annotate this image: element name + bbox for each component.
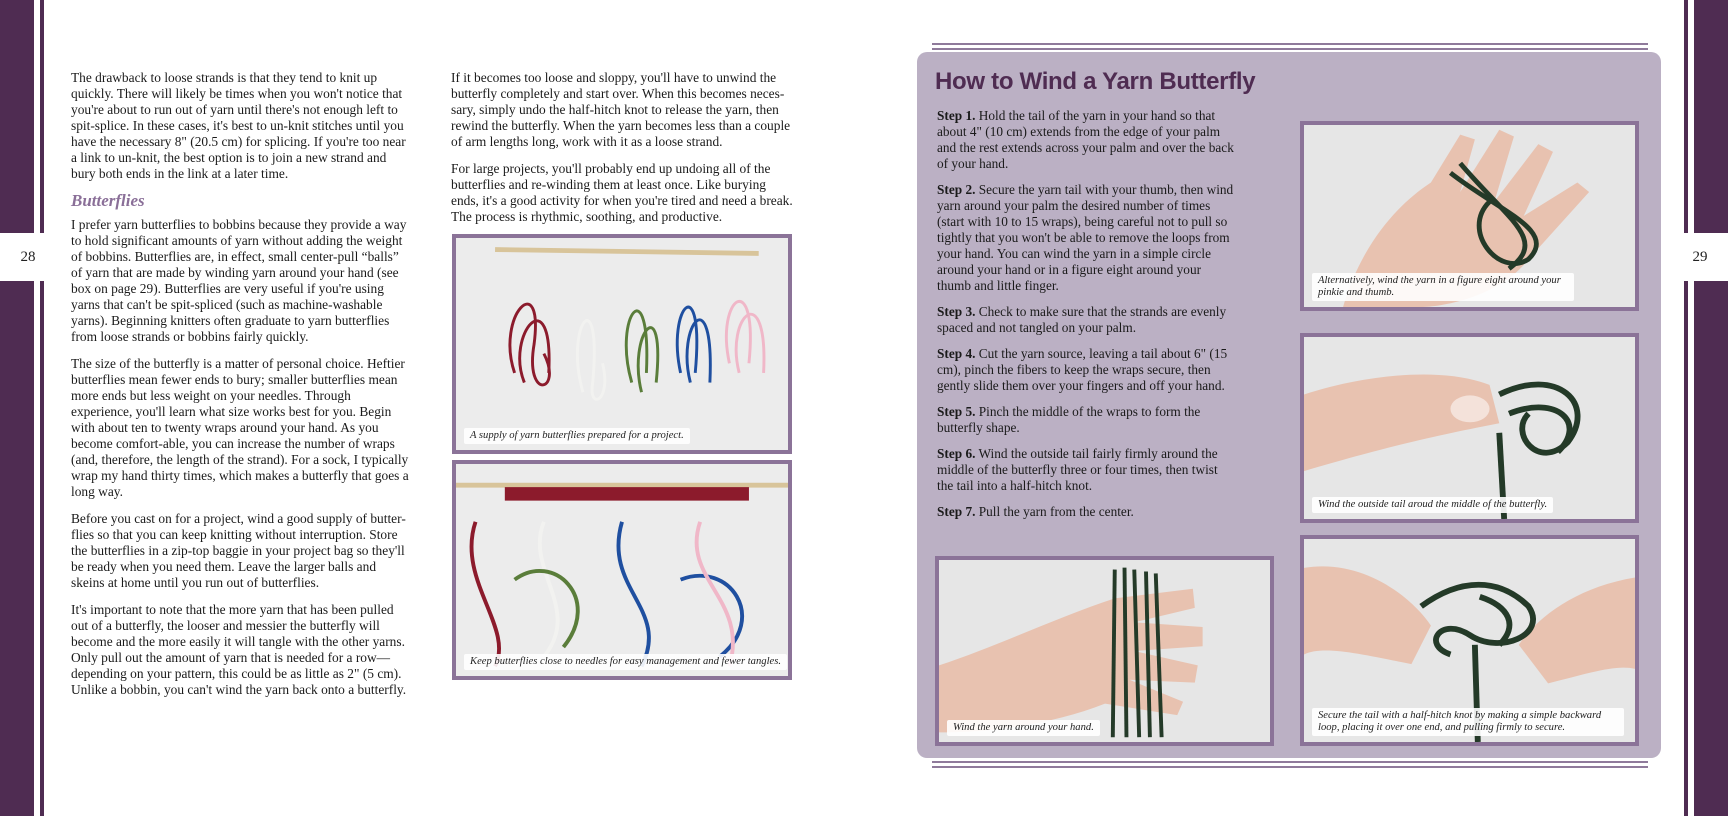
photo-figure-eight — [1300, 121, 1639, 311]
step-label: Step 7. — [937, 504, 976, 519]
bottom-rule — [932, 761, 1648, 763]
step-text: Check to make sure that the strands are evenly spaced and not tangled on your palm. — [937, 304, 1227, 335]
step-text: Pull the yarn from the center. — [978, 504, 1134, 519]
photo-butterflies-on-needle — [452, 460, 792, 680]
paragraph: The size of the butterfly is a matter of personal choice. Heftier butterflies mean fewer ends to bury; smaller butterflies mean more ends but less weight on your needles. Through experience, you'll learn what size works best for you. Begin with about ten to twenty wraps around your hand. As you become comfort-able, you can increase the number of wraps (and, therefore, the length of the strand). For a sock, I typically wrap my hand thirty times, which makes a butterfly that goes a long way. — [71, 356, 409, 499]
photo-wind-hand — [935, 556, 1274, 746]
step-text: Pinch the middle of the wraps to form the butterfly shape. — [937, 404, 1201, 435]
step-item — [937, 108, 1237, 172]
paragraph: For large projects, you'll probably end up undoing all of the butterflies and re-winding them at least once. Like burying ends, it's a good activity for when you're tired and need a break. The process is rhythmic, soothing, and productive. — [451, 161, 793, 224]
step-label: Step 2. — [937, 182, 976, 197]
step-text: Wind the outside tail fairly firmly around the middle of the butterfly three or four times, then twist the tail into a half-hitch knot. — [937, 446, 1218, 493]
sidebar-title: How to Wind a Yarn Butterfly — [935, 68, 1256, 95]
photo-caption: Secure the tail with a half-hitch knot by making a simple backward loop, placing it over one end, and pulling firmly to secure. — [1312, 708, 1624, 736]
paragraph: Before you cast on for a project, wind a good supply of butter-flies so that you can keep knitting without interruption. Store the butterflies in a zip-top baggie in your project bag so they'll be ready when you need them. Leave the larger balls and skeins at home until you run out of butterflies. — [71, 511, 406, 590]
step-label: Step 1. — [937, 108, 976, 123]
step-text: Hold the tail of the yarn in your hand so that about 4" (10 cm) extends from the edge of your palm and the rest extends across your palm and over the back of your hand. — [937, 108, 1234, 171]
paragraph: If it becomes too loose and sloppy, you'll have to unwind the butterfly completely and start over. When this becomes neces-sary, simply undo the half-hitch knot to release the yarn, then rewind the butterfly. When the yarn becomes less than a couple of arm lengths long, work with it as a loose strand. — [451, 70, 791, 149]
hand-wind-tail-image — [1304, 337, 1635, 519]
top-rule — [932, 48, 1648, 50]
photo-wind-tail — [1300, 333, 1639, 523]
knitting-needle-image — [456, 464, 788, 676]
bottom-rule — [932, 766, 1648, 768]
step-item — [937, 182, 1237, 294]
photo-caption: A supply of yarn butterflies prepared for a project. — [464, 428, 690, 444]
left-edge-line — [40, 0, 44, 816]
photo-caption: Alternatively, wind the yarn in a figure eight around your pinkie and thumb. — [1312, 273, 1574, 301]
right-edge-line — [1684, 0, 1688, 816]
top-rule — [932, 43, 1648, 45]
step-text: Secure the yarn tail with your thumb, then wind yarn around your palm the desired number of times (start with 10 to 15 wraps), being careful not to pull so tightly that you won't be able to remove the loops from your hand. You can wind the yarn in a simple circle around your hand or in a figure eight around your thumb and little finger. — [937, 182, 1234, 293]
paragraph: I prefer yarn butterflies to bobbins because they provide a way to hold significant amounts of yarn without adding the weight of bobbins. Butterflies are, in effect, small center-pull “balls” of yarn that are made by winding yarn around your hand (see box on page 29). Butterflies are very useful if you're using yarns that can't be spit-spliced (such as machine-washable yarns). Beginning knitters often graduate to yarn butterflies from loose strands or bobbins fairly quickly. — [71, 217, 407, 344]
photo-caption: Wind the outside tail aroud the middle of the butterfly. — [1312, 497, 1553, 513]
left-edge-band — [0, 0, 34, 816]
yarn-butterflies-image — [456, 238, 788, 450]
middle-column — [451, 70, 793, 236]
photo-caption: Keep butterflies close to needles for easy management and fewer tangles. — [464, 654, 787, 670]
left-column — [71, 70, 412, 709]
page-number-right: 29 — [1672, 233, 1728, 281]
step-item — [937, 446, 1237, 494]
photo-secure-tail — [1300, 535, 1639, 746]
hand-wrapped-yarn-image — [939, 560, 1270, 742]
photo-caption: Wind the yarn around your hand. — [947, 720, 1100, 736]
step-item — [937, 304, 1237, 336]
steps-list — [937, 108, 1237, 530]
photo-butterfly-supply — [452, 234, 792, 454]
step-label: Step 5. — [937, 404, 976, 419]
paragraph: It's important to note that the more yarn that has been pulled out of a butterfly, the looser and messier the butterfly will become and the more easily it will tangle with the other yarns. Only pull out the amount of yarn that is needed for a row—depending on your pattern, this could be as little as 2" (5 cm). Unlike a bobbin, you can't wind the yarn back onto a butterfly. — [71, 602, 407, 697]
page-number-left: 28 — [0, 233, 56, 281]
step-item — [937, 404, 1237, 436]
step-text: Cut the yarn source, leaving a tail about 6" (15 cm), pinch the fibers to keep the wraps secure, then gently slide them over your fingers and off your hand. — [937, 346, 1228, 393]
step-item — [937, 504, 1237, 520]
step-label: Step 3. — [937, 304, 976, 319]
right-edge-band — [1694, 0, 1728, 816]
paragraph: The drawback to loose strands is that they tend to knit up quickly. There will likely be times when you won't notice that you're about to run out of yarn until there's not enough left to spit-splice. In these cases, it's best to un-knit stitches until you have the necessary 8" (20.5 cm) for splicing. If you're too near a link to un-knit, the best option is to join a new strand and bury both ends in the link at a later time. — [71, 70, 406, 181]
step-label: Step 6. — [937, 446, 976, 461]
step-label: Step 4. — [937, 346, 976, 361]
step-item — [937, 346, 1237, 394]
section-heading: Butterflies — [71, 191, 145, 210]
